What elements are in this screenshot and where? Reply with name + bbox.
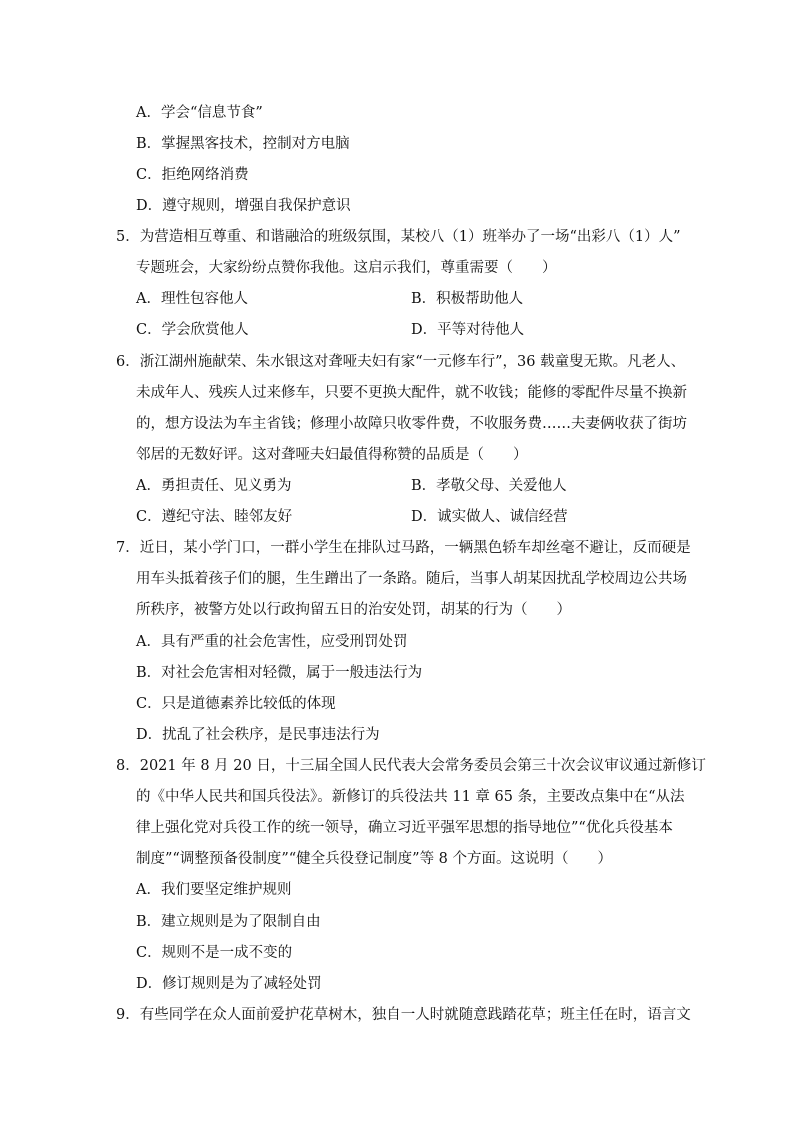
q7-stem-line-1: 7．近日，某小学门口，一群小学生在排队过马路，一辆黑色轿车却丝毫不避让，反而硬是: [116, 540, 691, 556]
q6-stem-line-3: 的，想方设法为车主省钱；修理小故障只收零件费，不收服务费……夫妻俩收获了街坊: [136, 416, 687, 432]
q8-option-c: C．规则不是一成不变的: [136, 945, 293, 961]
q4-option-a: A．学会“信息节食”: [136, 105, 263, 121]
q5-option-d: D．平等对待他人: [411, 322, 525, 338]
q7-stem-line-3: 所秩序，被警方处以行政拘留五日的治安处罚，胡某的行为（ ）: [136, 602, 571, 618]
q5-option-a: A．理性包容他人: [136, 291, 248, 307]
q8-stem-line-3: 律上强化党对兵役工作的统一领导，确立习近平强军思想的指导地位”“优化兵役基本: [136, 820, 673, 836]
q5-stem-line-2: 专题班会，大家纷纷点赞你我他。这启示我们，尊重需要（ ）: [136, 260, 557, 276]
q5-option-c: C．学会欣赏他人: [136, 322, 249, 338]
q6-stem-line-2: 未成年人、残疾人过来修车，只要不更换大配件，就不收钱；能修的零配件尽量不换新: [136, 385, 687, 401]
q5-option-b: B．积极帮助他人: [411, 291, 524, 307]
q6-stem-line-4: 邻居的无数好评。这对聋哑夫妇最值得称赞的品质是（ ）: [136, 447, 528, 463]
q8-stem-line-1: 8．2021 年 8 月 20 日，十三届全国人民代表大会常务委员会第三十次会议审议通过新修订: [116, 758, 706, 774]
q7-option-b: B．对社会危害相对轻微，属于一般违法行为: [136, 665, 423, 681]
q6-option-a: A．勇担责任、见义勇为: [136, 478, 292, 494]
q4-option-d: D．遵守规则，增强自我保护意识: [136, 198, 351, 214]
q8-option-a: A．我们要坚定维护规则: [136, 882, 292, 898]
q6-option-b: B．孝敬父母、关爱他人: [411, 478, 567, 494]
q8-stem-line-2: 的《中华人民共和国兵役法》。新修订的兵役法共 11 章 65 条，主要改点集中在“从法: [136, 789, 685, 805]
q6-stem-line-1: 6．浙江湖州施献荣、朱水银这对聋哑夫妇有家“一元修车行”，36 载童叟无欺。凡老人、: [116, 354, 686, 370]
q4-option-b: B．掌握黑客技术，控制对方电脑: [136, 136, 350, 152]
q7-option-c: C．只是道德素养比较低的体现: [136, 696, 336, 712]
q6-option-c: C．遵纪守法、睦邻友好: [136, 509, 293, 525]
q7-stem-line-2: 用车头抵着孩子们的腿，生生蹭出了一条路。随后，当事人胡某因扰乱学校周边公共场: [136, 571, 687, 587]
q8-option-d: D．修订规则是为了减轻处罚: [136, 976, 322, 992]
q7-option-a: A．具有严重的社会危害性，应受刑罚处罚: [136, 634, 408, 650]
q8-stem-line-4: 制度”“调整预备役制度”“健全兵役登记制度”等 8 个方面。这说明（ ）: [136, 851, 613, 867]
q9-stem-line-1: 9．有些同学在众人面前爱护花草树木，独自一人时就随意践踏花草；班主任在时，语言文: [116, 1007, 691, 1023]
q6-option-d: D．诚实做人、诚信经营: [411, 509, 568, 525]
q4-option-c: C．拒绝网络消费: [136, 167, 249, 183]
q5-stem-line-1: 5．为营造相互尊重、和谐融洽的班级氛围，某校八（1）班举办了一场“出彩八（1）人”: [116, 229, 681, 245]
q7-option-d: D．扰乱了社会秩序，是民事违法行为: [136, 727, 380, 743]
q8-option-b: B．建立规则是为了限制自由: [136, 914, 321, 930]
